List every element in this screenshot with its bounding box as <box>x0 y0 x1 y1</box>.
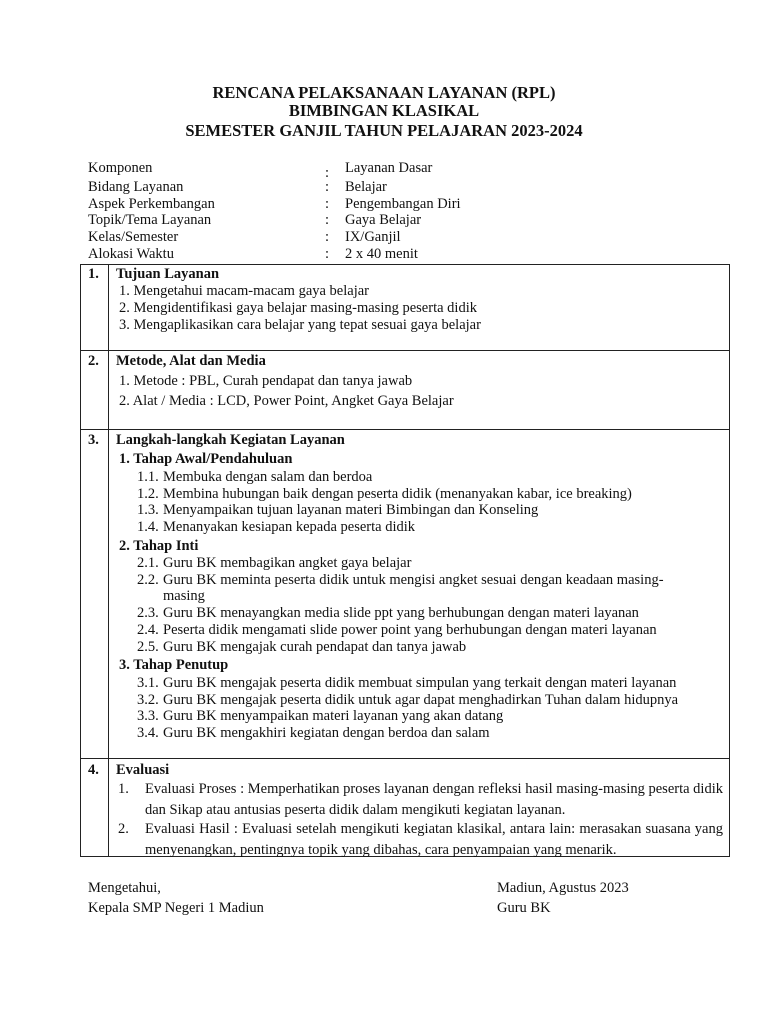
info-value: Gaya Belajar <box>345 212 422 228</box>
info-value: Belajar <box>345 179 387 195</box>
info-colon: : <box>325 165 330 181</box>
info-value: Layanan Dasar <box>345 160 433 176</box>
info-colon: : <box>325 229 330 245</box>
document-title: RENCANA PELAKSANAAN LAYANAN (RPL) <box>212 83 556 102</box>
list-item: 2.3. Guru BK menayangkan media slide ppt yang berhubungan dengan materi layanan <box>137 605 639 621</box>
table-row-divider <box>80 429 730 430</box>
list-item: 1.2. Membina hubungan baik dengan peserta didik (menanyakan kabar, ice breaking) <box>137 486 632 502</box>
info-label: Alokasi Waktu <box>88 246 174 262</box>
signature-left-label: Mengetahui, <box>88 880 161 896</box>
list-item: 2.2. Guru BK meminta peserta didik untuk mengisi angket sesuai dengan keadaan masing- <box>137 572 664 588</box>
list-item: 3.1. Guru BK mengajak peserta didik membuat simpulan yang terkait dengan materi layanan <box>137 675 677 691</box>
document-subtitle: BIMBINGAN KLASIKAL <box>288 101 480 120</box>
info-value: 2 x 40 menit <box>345 246 418 262</box>
info-colon: : <box>325 179 330 195</box>
list-item: 1.3. Menyampaikan tujuan layanan materi Bimbingan dan Konseling <box>137 502 539 518</box>
list-item: 2.1. Guru BK membagikan angket gaya belajar <box>137 555 412 571</box>
list-item: 1. Mengetahui macam-macam gaya belajar <box>119 283 370 299</box>
list-item: 1. Metode : PBL, Curah pendapat dan tanya jawab <box>119 373 413 389</box>
list-item: 3.3. Guru BK menyampaikan materi layanan yang akan datang <box>137 708 504 724</box>
list-item: 2.4. Peserta didik mengamati slide power point yang berhubungan dengan materi layanan <box>137 622 657 638</box>
info-label: Komponen <box>88 160 153 176</box>
list-item: 2.5. Guru BK mengajak curah pendapat dan tanya jawab <box>137 639 467 655</box>
info-value: IX/Ganjil <box>345 229 401 245</box>
info-colon: : <box>325 196 330 212</box>
info-colon: : <box>325 212 330 228</box>
list-item: 2. Alat / Media : LCD, Power Point, Angket Gaya Belajar <box>119 393 454 409</box>
section-number: 2. <box>88 353 99 369</box>
info-label: Kelas/Semester <box>88 229 179 245</box>
signature-left-title: Kepala SMP Negeri 1 Madiun <box>88 900 264 916</box>
info-value: Pengembangan Diri <box>345 196 461 212</box>
evaluation-item: 1. Evaluasi Proses : Memperhatikan proses layanan dengan refleksi hasil masing-masing peserta didik dan Sikap atau antusias peserta didik dalam mengikuti kegiatan layanan. <box>118 781 723 818</box>
info-label: Aspek Perkembangan <box>88 196 215 212</box>
section-title: Langkah-langkah Kegiatan Layanan <box>116 432 345 448</box>
list-item: 3. Mengaplikasikan cara belajar yang tepat sesuai gaya belajar <box>119 317 481 333</box>
list-item: 3.2. Guru BK mengajak peserta didik untuk agar dapat menghadirkan Tuhan dalam hidupnya <box>137 692 679 708</box>
stage-title: 2. Tahap Inti <box>119 538 199 554</box>
document-semester: SEMESTER GANJIL TAHUN PELAJARAN 2023-2024 <box>185 121 583 140</box>
section-number: 1. <box>88 266 99 282</box>
info-label: Bidang Layanan <box>88 179 184 195</box>
list-item: 3.4. Guru BK mengakhiri kegiatan dengan berdoa dan salam <box>137 725 490 741</box>
table-row-divider <box>80 758 730 759</box>
list-item: 1.1. Membuka dengan salam dan berdoa <box>137 469 373 485</box>
stage-title: 3. Tahap Penutup <box>119 657 229 673</box>
signature-right-place-date: Madiun, Agustus 2023 <box>497 880 629 896</box>
list-item: 2. Mengidentifikasi gaya belajar masing-masing peserta didik <box>119 300 477 316</box>
section-number: 3. <box>88 432 99 448</box>
info-colon: : <box>325 246 330 262</box>
list-item: 1.4. Menanyakan kesiapan kepada peserta didik <box>137 519 416 535</box>
info-label: Topik/Tema Layanan <box>88 212 212 228</box>
section-title: Evaluasi <box>116 762 170 778</box>
stage-title: 1. Tahap Awal/Pendahuluan <box>119 451 293 467</box>
signature-right-title: Guru BK <box>497 900 551 916</box>
table-column-divider <box>108 264 109 857</box>
table-row-divider <box>80 350 730 351</box>
section-title: Metode, Alat dan Media <box>116 353 266 369</box>
section-number: 4. <box>88 762 99 778</box>
evaluation-item: 2. Evaluasi Hasil : Evaluasi setelah mengikuti kegiatan klasikal, antara lain: merasakan suasana yang menyenangkan, pentingnya topik yang dibahas, cara penyampaian yang menarik. <box>118 821 723 858</box>
list-item-continuation: masing <box>163 588 205 604</box>
section-title: Tujuan Layanan <box>116 266 220 282</box>
